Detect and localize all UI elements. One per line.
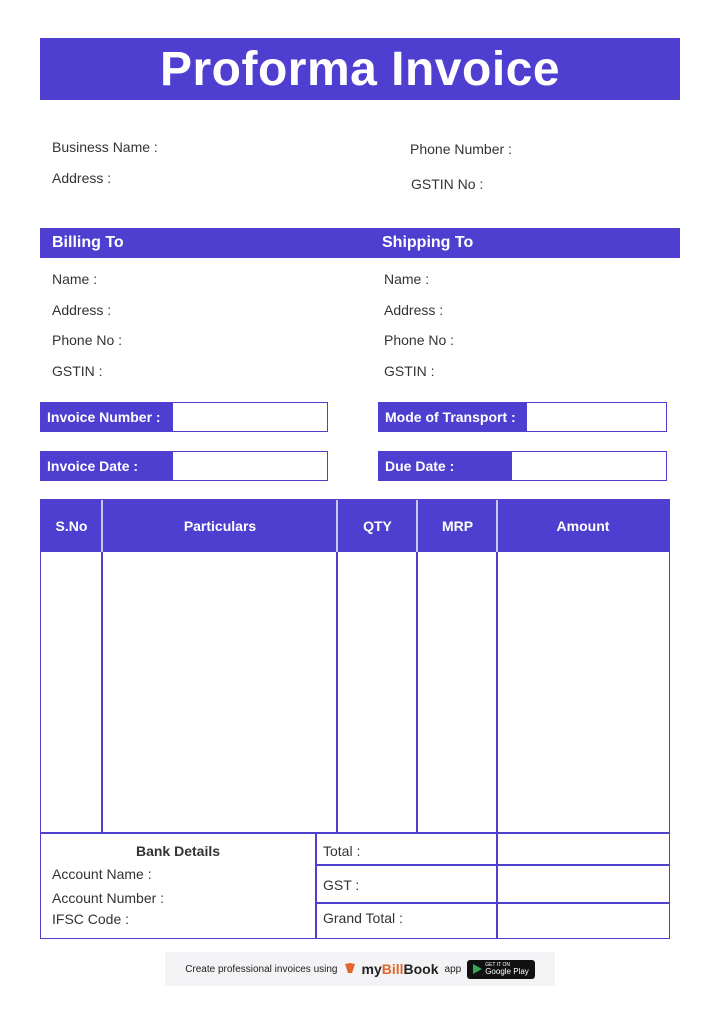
- invoice-number-label: Invoice Number :: [41, 403, 173, 431]
- grand-total-label: Grand Total :: [323, 910, 403, 926]
- gst-label: GST :: [323, 877, 360, 893]
- column-header-particulars: Particulars: [183, 518, 257, 534]
- account-name-label: Account Name :: [52, 866, 152, 882]
- billing-address-label: Address :: [52, 302, 112, 318]
- ifsc-code-label: IFSC Code :: [52, 911, 130, 927]
- due-date-label: Due Date :: [379, 452, 512, 480]
- due-date-field[interactable]: [378, 451, 667, 481]
- column-header-sno: S.No: [55, 518, 88, 534]
- play-icon: [473, 964, 482, 974]
- shipping-name-label: Name :: [384, 271, 430, 287]
- divider: [496, 552, 498, 938]
- shipping-phone-label: Phone No :: [384, 332, 455, 348]
- mode-of-transport-label: Mode of Transport :: [379, 403, 527, 431]
- promo-text: Create professional invoices using: [185, 963, 338, 975]
- business-phone-label: Phone Number :: [410, 141, 512, 157]
- promo-app-text: app: [444, 963, 462, 975]
- divider: [315, 832, 317, 938]
- bank-details-heading: Bank Details: [135, 843, 221, 859]
- invoice-number-field[interactable]: [40, 402, 328, 432]
- mode-of-transport-field[interactable]: [378, 402, 667, 432]
- business-name-label: Business Name :: [52, 139, 158, 155]
- mybillbook-logo-icon: [344, 962, 356, 977]
- invoice-date-field[interactable]: [40, 451, 328, 481]
- column-header-mrp: MRP: [441, 518, 474, 534]
- brand-logo: myBillBook: [361, 961, 439, 977]
- divider: [41, 832, 669, 834]
- billing-to-heading: Billing To: [52, 234, 124, 251]
- column-header-amount: Amount: [556, 518, 610, 534]
- items-table: [40, 499, 670, 939]
- shipping-address-label: Address :: [384, 302, 444, 318]
- divider: [416, 500, 418, 552]
- column-header-qty: QTY: [363, 518, 392, 534]
- google-play-badge[interactable]: GET IT ON Google Play: [467, 960, 535, 979]
- divider: [336, 500, 338, 552]
- invoice-title: Proforma Invoice: [40, 38, 680, 100]
- divider: [315, 902, 669, 904]
- divider: [336, 552, 338, 832]
- divider: [496, 500, 498, 552]
- billing-phone-label: Phone No :: [52, 332, 123, 348]
- total-label: Total :: [323, 843, 361, 859]
- business-gstin-label: GSTIN No :: [411, 176, 484, 192]
- divider: [416, 552, 418, 832]
- shipping-to-heading: Shipping To: [382, 234, 474, 251]
- invoice-date-label: Invoice Date :: [41, 452, 173, 480]
- billing-shipping-header: [40, 228, 680, 258]
- account-number-label: Account Number :: [52, 890, 165, 906]
- promo-footer[interactable]: [165, 952, 555, 986]
- divider: [315, 864, 669, 866]
- business-address-label: Address :: [52, 170, 112, 186]
- shipping-gstin-label: GSTIN :: [384, 363, 435, 379]
- billing-gstin-label: GSTIN :: [52, 363, 103, 379]
- divider: [101, 552, 103, 832]
- billing-name-label: Name :: [52, 271, 98, 287]
